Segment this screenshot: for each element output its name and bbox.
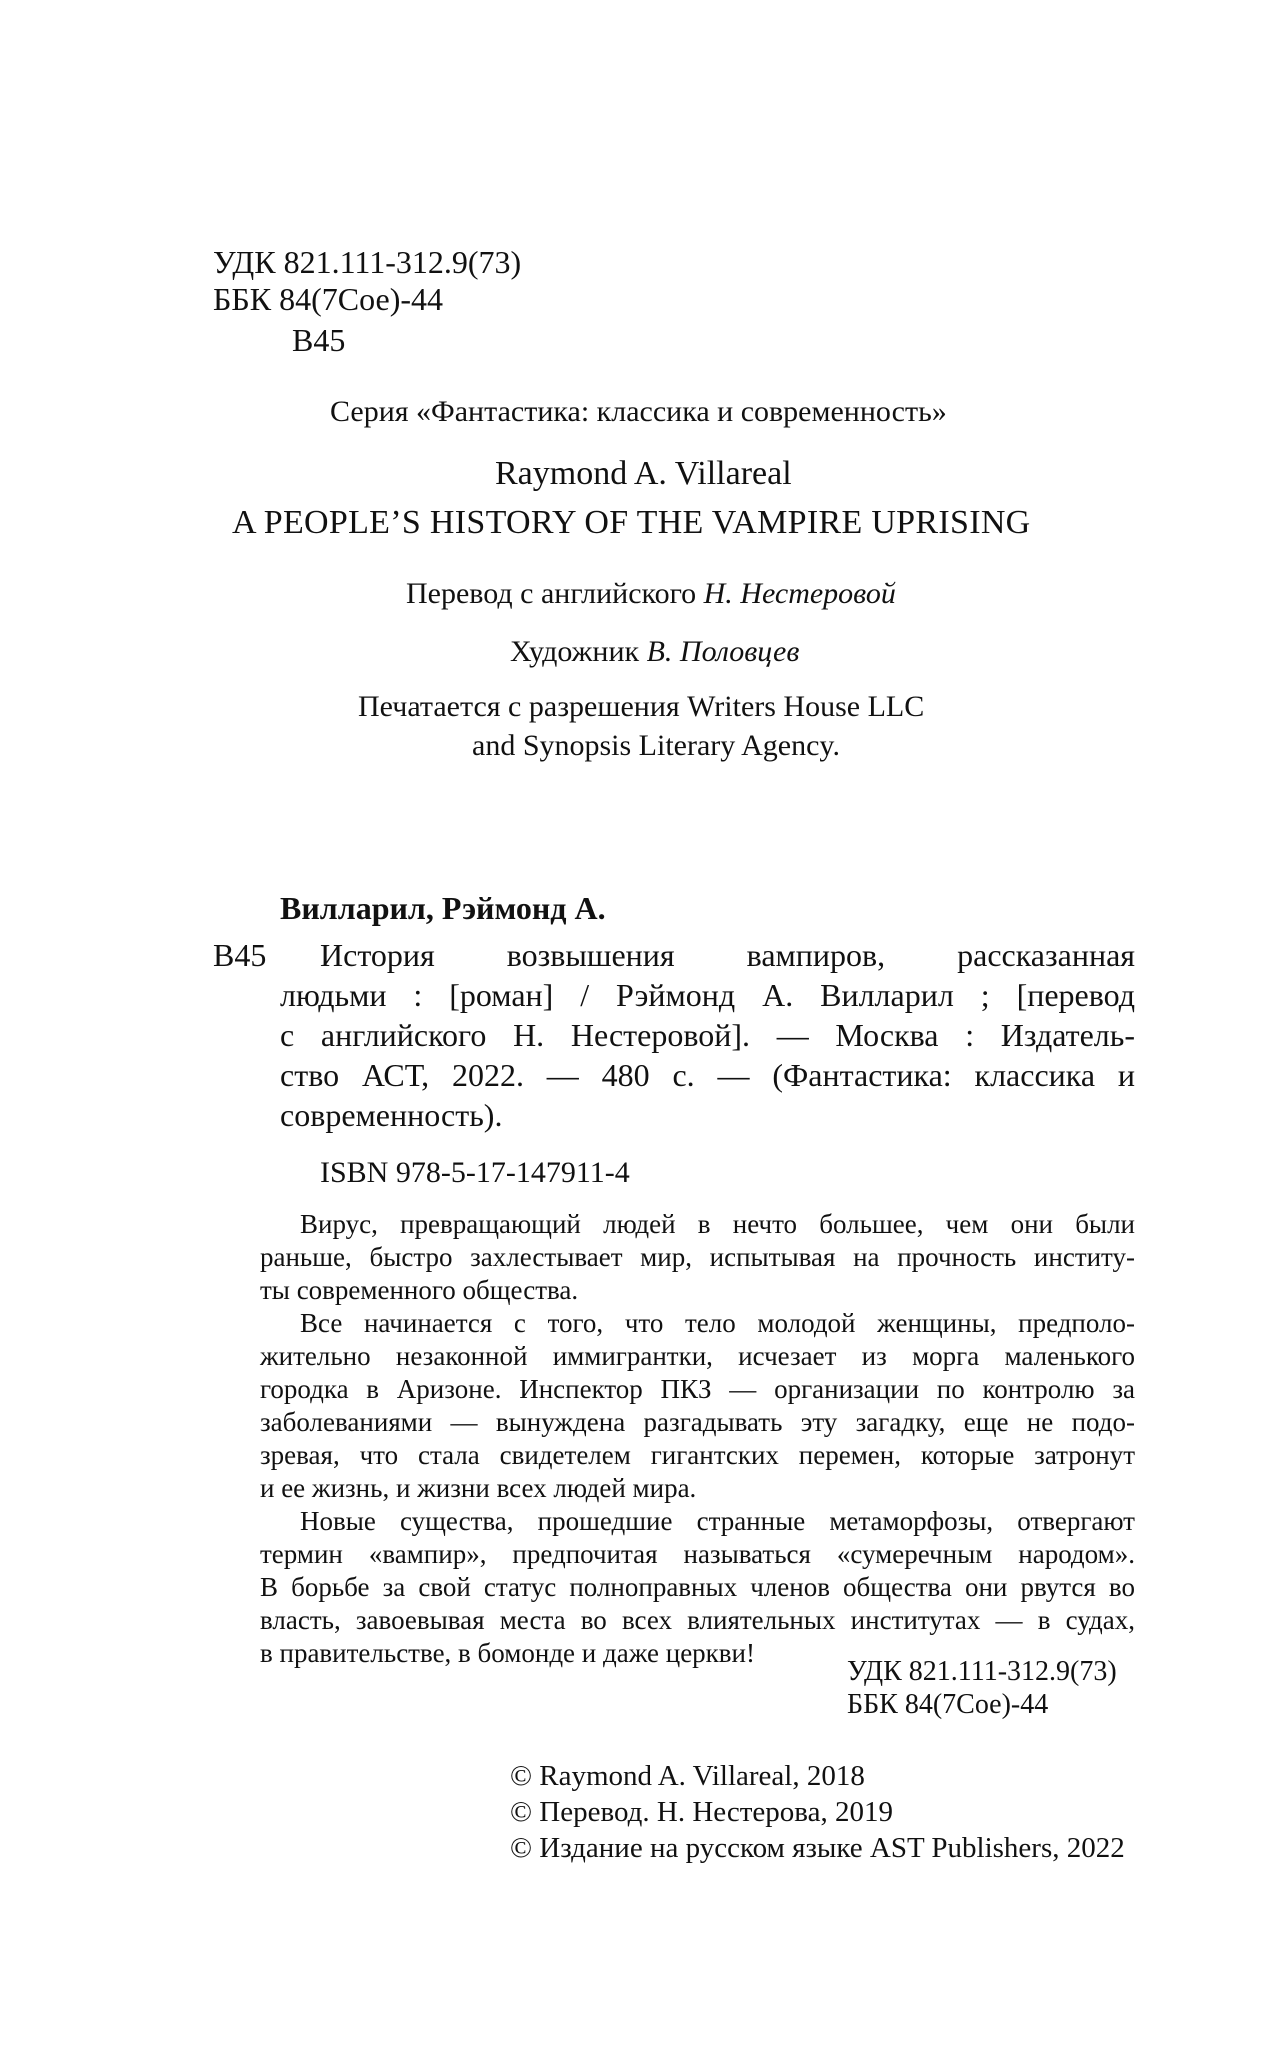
annotation-paragraph-2	[260, 1307, 1135, 1505]
annotation-line: Новые существа, прошедшие странные метаморфозы, отвергают	[300, 1506, 1135, 1536]
annotation-line: термин «вампир», предпочитая называться «сумеречным народом».	[260, 1539, 1135, 1569]
catalog-entry-line: ство АСТ, 2022. — 480 с. — (Фантастика: классика и	[280, 1057, 1135, 1093]
annotation-line: жительно незаконной иммигрантки, исчезает из морга маленького	[260, 1341, 1135, 1371]
artist-prefix: Художник	[510, 635, 640, 668]
annotation-line: Вирус, превращающий людей в нечто большее, чем они были	[300, 1209, 1135, 1239]
annotation-line: власть, завоевывая места во всех влиятельных институтах — в судах,	[260, 1605, 1135, 1635]
catalog-entry-line: людьми : [роман] / Рэймонд А. Вилларил ; [перевод	[280, 977, 1135, 1013]
permission-line-1: Печатается с разрешения Writers House LLC	[358, 690, 925, 723]
copyright-line-3: © Издание на русском языке AST Publishers, 2022	[510, 1832, 1125, 1864]
series-line: Серия «Фантастика: классика и современность»	[330, 395, 947, 428]
copyright-line-1: © Raymond A. Villareal, 2018	[510, 1760, 865, 1792]
copyright-line-2: © Перевод. Н. Нестерова, 2019	[510, 1796, 893, 1828]
catalog-entry	[280, 935, 1135, 1135]
original-author: Raymond A. Villareal	[495, 455, 792, 492]
translator-prefix: Перевод с английского	[406, 577, 697, 610]
udk-code: УДК 821.111-312.9(73)	[213, 244, 522, 280]
author-mark: В45	[292, 322, 346, 358]
isbn: ISBN 978-5-17-147911-4	[320, 1156, 630, 1189]
artist-name: В. Половцев	[646, 635, 800, 668]
artist-line	[510, 633, 799, 671]
catalog-entry-line: с английского Н. Нестеровой]. — Москва : Издатель-	[280, 1017, 1135, 1053]
annotation-line: ты современного общества.	[260, 1275, 579, 1305]
annotation-paragraph-3	[260, 1505, 1135, 1670]
annotation-paragraph-1	[260, 1208, 1135, 1307]
annotation-line: заболеваниями — вынуждена разгадывать эту загадку, еще не подо-	[260, 1407, 1135, 1437]
annotation-line: городка в Аризоне. Инспектор ПКЗ — организации по контролю за	[260, 1374, 1135, 1404]
annotation-line: зревая, что стала свидетелем гигантских перемен, которые затронут	[260, 1440, 1135, 1470]
annotation-line: Все начинается с того, что тело молодой женщины, предполо-	[300, 1308, 1135, 1338]
annotation-line: и ее жизнь, и жизни всех людей мира.	[260, 1473, 697, 1503]
catalog-entry-line: современность).	[280, 1097, 503, 1133]
catalog-entry-line: История возвышения вампиров, рассказанная	[320, 937, 1135, 973]
annotation-line: в правительстве, в бомонде и даже церкви!	[260, 1638, 755, 1668]
permission-line-2: and Synopsis Literary Agency.	[472, 729, 840, 762]
bottom-udk-code: УДК 821.111-312.9(73)	[847, 1656, 1117, 1687]
translator-name: Н. Нестеровой	[703, 577, 896, 610]
annotation-line: В борьбе за свой статус полноправных членов общества они рвутся во	[260, 1572, 1135, 1602]
original-title: A PEOPLE’S HISTORY OF THE VAMPIRE UPRISING	[232, 504, 1031, 541]
bbk-code: ББК 84(7Сое)-44	[213, 281, 443, 317]
translator-line	[406, 575, 896, 613]
catalog-mark: В45	[213, 937, 267, 973]
bottom-bbk-code: ББК 84(7Сое)-44	[847, 1689, 1049, 1720]
catalog-author-heading: Вилларил, Рэймонд А.	[280, 890, 606, 926]
annotation-line: раньше, быстро захлестывает мир, испытывая на прочность институ-	[260, 1242, 1135, 1272]
